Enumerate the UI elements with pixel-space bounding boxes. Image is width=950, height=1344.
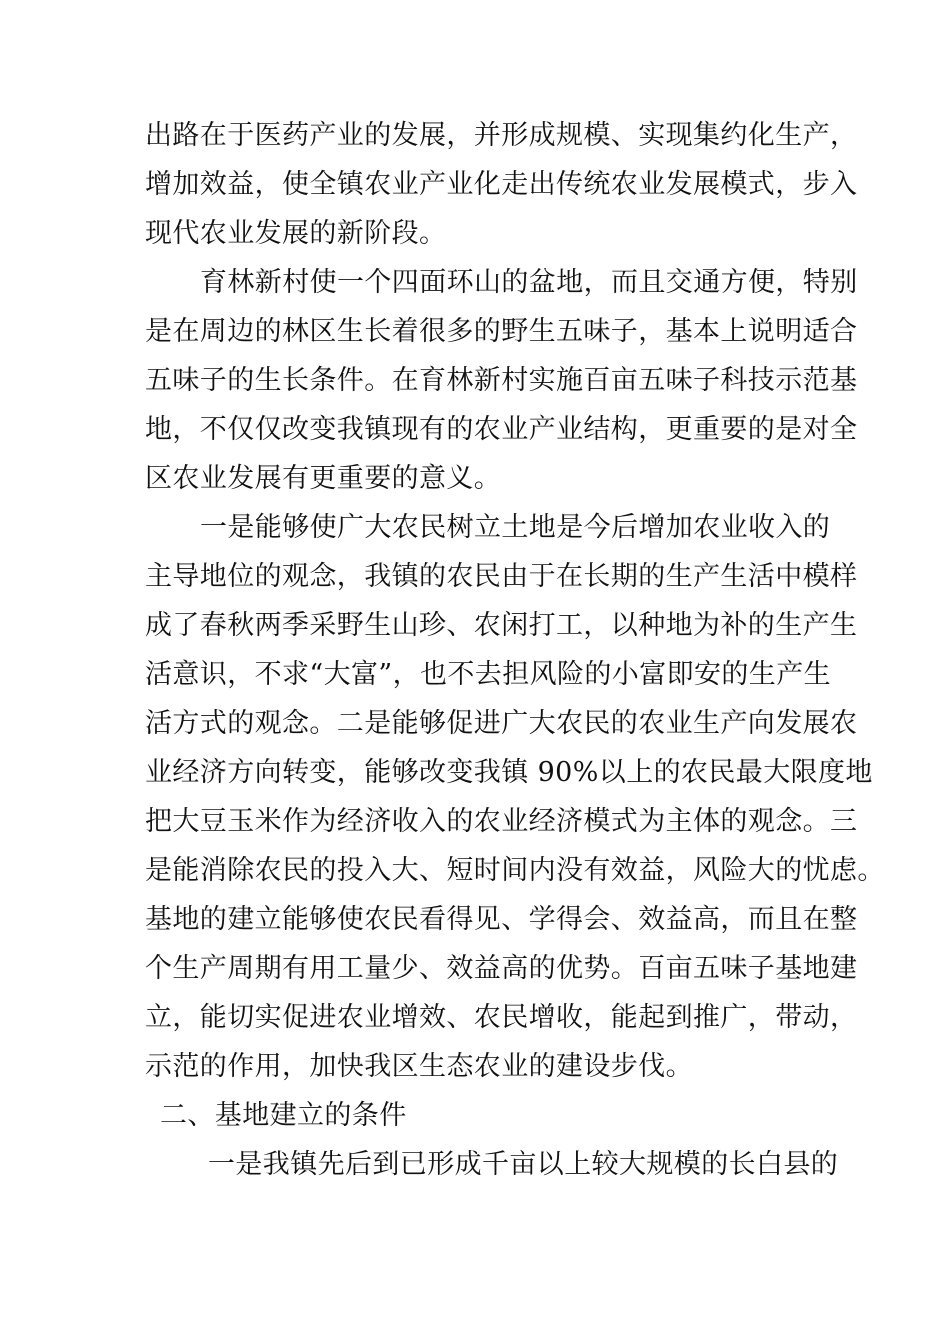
text-line: 育林新村使一个四面环山的盆地，而且交通方便，特别	[200, 267, 858, 298]
text-line: 基地的建立能够使农民看得见、学得会、效益高，而且在整	[145, 904, 858, 935]
text-line: 成了春秋两季采野生山珍、农闲打工，以种地为补的生产生	[145, 610, 858, 641]
text-line: 现代农业发展的新阶段。	[145, 218, 447, 249]
text-line: 是在周边的林区生长着很多的野生五味子，基本上说明适合	[145, 316, 858, 347]
text-line: 出路在于医药产业的发展，并形成规模、实现集约化生产，	[145, 120, 858, 151]
text-line: 把大豆玉米作为经济收入的农业经济模式为主体的观念。三	[145, 806, 858, 837]
text-line: 活意识，不求“大富”，也不去担风险的小富即安的生产生	[145, 659, 832, 690]
text-line: 示范的作用，加快我区生态农业的建设步伐。	[145, 1051, 693, 1082]
text-line: 立，能切实促进农业增效、农民增收，能起到推广，带动，	[145, 1002, 858, 1033]
text-line: 是能消除农民的投入大、短时间内没有效益，风险大的忧虑。	[145, 855, 885, 886]
text-line: 一是能够使广大农民树立土地是今后增加农业收入的	[200, 512, 831, 543]
text-line: 一是我镇先后到已形成千亩以上较大规模的长白县的	[208, 1149, 839, 1180]
text-line: 业经济方向转变，能够改变我镇 90%以上的农民最大限度地	[145, 757, 873, 788]
section-heading: 二、基地建立的条件	[160, 1100, 407, 1131]
text-line: 地，不仅仅改变我镇现有的农业产业结构，更重要的是对全	[145, 414, 858, 445]
text-line: 增加效益，使全镇农业产业化走出传统农业发展模式，步入	[145, 169, 858, 200]
text-line: 区农业发展有更重要的意义。	[145, 463, 502, 494]
text-line: 主导地位的观念，我镇的农民由于在长期的生产生活中模样	[145, 561, 858, 592]
text-line: 活方式的观念。二是能够促进广大农民的农业生产向发展农	[145, 708, 858, 739]
text-line: 个生产周期有用工量少、效益高的优势。百亩五味子基地建	[145, 953, 858, 984]
text-line: 五味子的生长条件。在育林新村实施百亩五味子科技示范基	[145, 365, 858, 396]
